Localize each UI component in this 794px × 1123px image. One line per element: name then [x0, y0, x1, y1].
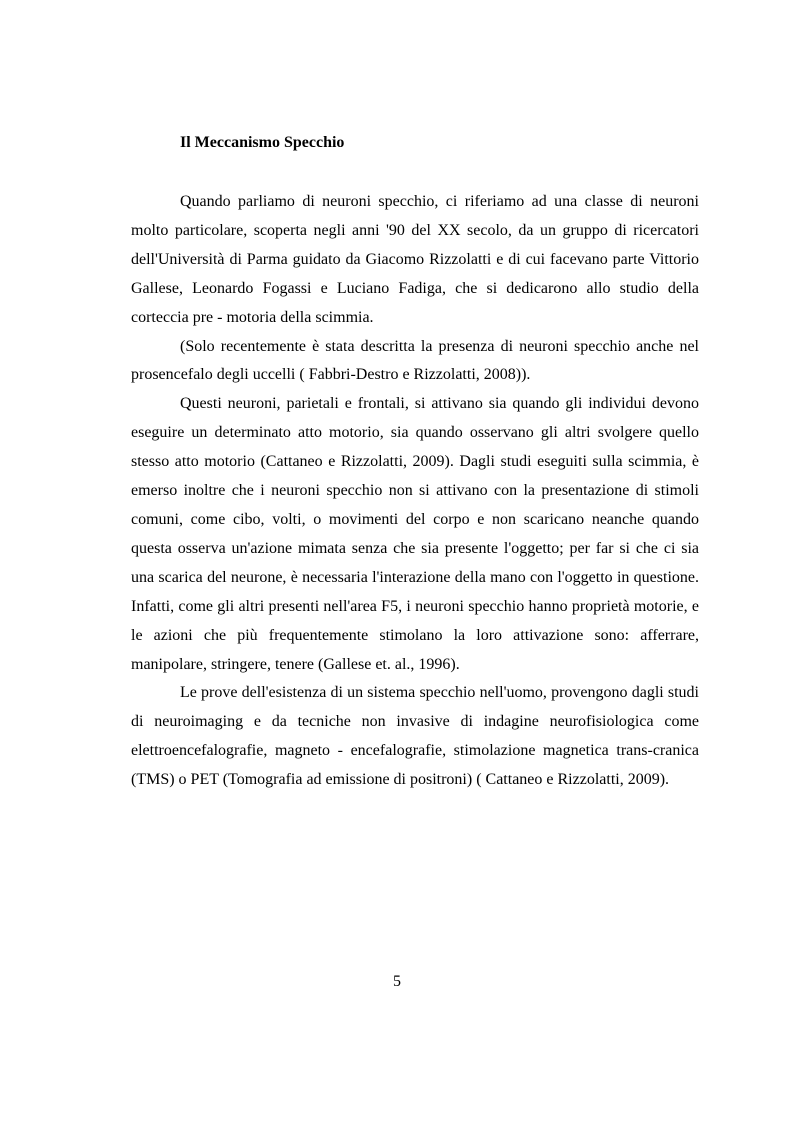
paragraph-birds-note: (Solo recentemente è stata descritta la presenza di neuroni specchio anche nel prosencefalo degli uccelli ( Fabbri-Destro e Rizzolatti, 2008)). — [131, 337, 699, 384]
paragraph-human-evidence: Le prove dell'esistenza di un sistema specchio nell'uomo, provengono dagli studi di neuroimaging e da tecniche non invasive di indagine neurofisiologica come elettroencefalografie, magneto - encefalografie, stimolazione magnetica trans-cranica (TMS) o PET (Tomografia ad emissione di positroni) ( Cattaneo e Rizzolatti, 2009). — [131, 684, 699, 789]
paragraph-mirror-neurons-intro: Quando parliamo di neuroni specchio, ci riferiamo ad una classe di neuroni molto particolare, scoperta negli anni '90 del XX secolo, da un gruppo di ricercatori dell'Università di Parma guidato da Giacomo Rizzolatti e di cui facevano parte Vittorio Gallese, Leonardo Fogassi e Luciano Fadiga, che si dedicarono allo studio della corteccia pre - motoria della scimmia. — [131, 193, 699, 326]
page-number: 5 — [393, 973, 401, 990]
paragraph-activation: Questi neuroni, parietali e frontali, si attivano sia quando gli individui devono eseguire un determinato atto motorio, sia quando osservano gli altri svolgere quello stesso atto motorio (Cattaneo e Rizzolatti, 2009). Dagli studi eseguiti sulla scimmia, è emerso inoltre che i neuroni specchio non si attivano con la presentazione di stimoli comuni, come cibo, volti, o movimenti del corpo e non scaricano neanche quando questa osserva un'azione mimata senza che sia presente l'oggetto; per far si che ci sia una scarica del neurone, è necessaria l'interazione della mano con l'oggetto in questione. Infatti, come gli altri presenti nell'area F5, i neuroni specchio hanno proprietà motorie, e le azioni che più frequentemente stimolano la loro attivazione sono: afferrare, manipolare, stringere, tenere (Gallese et. al., 1996). — [131, 395, 699, 673]
body-text — [131, 188, 699, 795]
section-heading: Il Meccanismo Specchio — [180, 134, 345, 151]
